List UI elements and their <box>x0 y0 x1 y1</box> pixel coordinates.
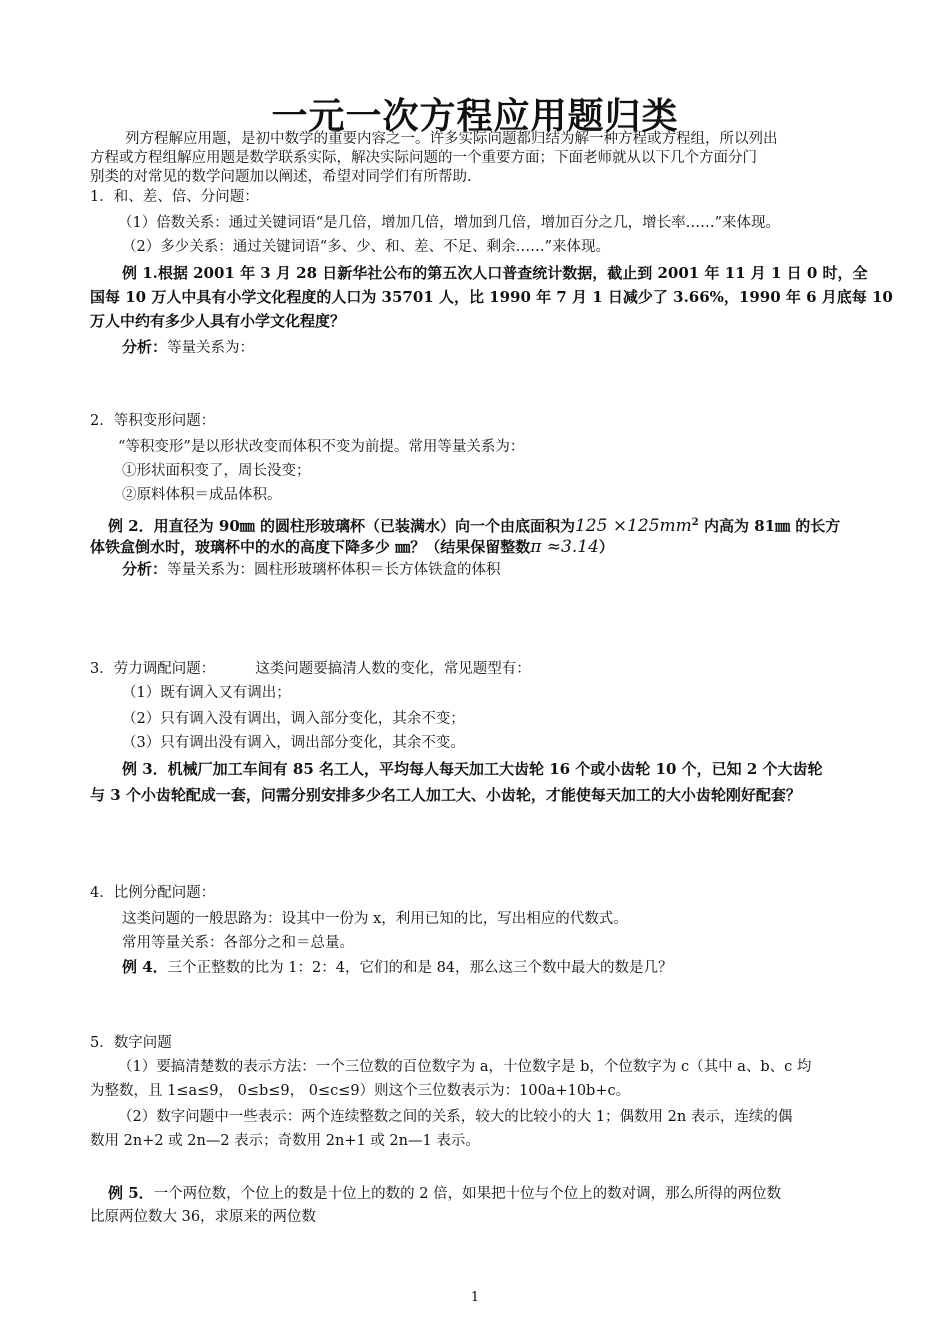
page-title: 一元一次方程应用题归类 <box>271 96 679 137</box>
section-1-item-1: （1）倍数关系：通过关键词语“是几倍，增加几倍，增加到几倍，增加百分之几，增长率……”来体现。 <box>118 215 781 231</box>
section-2-item-3: ②原料体积＝成品体积。 <box>122 487 282 503</box>
example-5-label: 例 5． <box>108 1184 154 1202</box>
section-3-item-2: （2）只有调入没有调出，调入部分变化，其余不变； <box>122 711 465 727</box>
section-3-item-1: （1）既有调入又有调出； <box>122 685 291 701</box>
example-4-label: 例 4． <box>122 958 168 976</box>
example-2-analysis <box>122 558 501 581</box>
example-5-line-1 <box>108 1182 781 1205</box>
example-1-line-2: 国每 10 万人中具有小学文化程度的人口为 35701 人，比 1990 年 7 月 1 日减少了 3.66%，1990 年 6 月底每 10 <box>90 288 893 306</box>
example-4-text: 三个正整数的比为 1：2：4，它们的和是 84，那么这三个数中最大的数是几？ <box>167 960 673 976</box>
page-number: 1 <box>470 1290 480 1305</box>
example-3-line-1: 例 3．机械厂加工车间有 85 名工人，平均每人每天加工大齿轮 16 个或小齿轮 10 个，已知 2 个大齿轮 <box>122 760 823 778</box>
section-2-heading: 2．等积变形问题： <box>90 413 216 429</box>
section-3-item-3: （3）只有调出没有调入，调出部分变化，其余不变。 <box>122 735 465 751</box>
example-5-text: 一个两位数，个位上的数是十位上的数的 2 倍，如果把十位与个位上的数对调，那么所得的两位数 <box>153 1186 782 1202</box>
section-5-item-1: （1）要搞清楚数的表示方法：一个三位数的百位数字为 a，十位数字是 b，个位数字为 c（其中 a、b、c 均 <box>118 1059 812 1075</box>
section-1-item-2: （2）多少关系：通过关键词语“多、少、和、差、不足、剩余……”来体现。 <box>122 239 611 255</box>
section-5-item-2-cont: 数用 2n+2 或 2n—2 表示；奇数用 2n+1 或 2n—1 表示。 <box>90 1133 480 1149</box>
intro-line-2: 方程或方程组解应用题是数学联系实际，解决实际问题的一个重要方面；下面老师就从以下几个方面分门 <box>90 150 757 166</box>
section-4-heading: 4．比例分配问题： <box>90 885 216 901</box>
analysis-label: 分析： <box>122 338 168 356</box>
section-3-title: 3．劳力调配问题： <box>90 661 216 677</box>
example-5-line-2: 比原两位数大 36，求原来的两位数 <box>90 1209 317 1225</box>
example-2-text-b: 内高为 81㎜ 的长方 <box>703 517 841 535</box>
example-2-text-c: 体铁盒倒水时，玻璃杯中的水的高度下降多少 ㎜？（结果保留整数 <box>90 538 531 556</box>
area-formula: 125 ×125mm <box>574 516 692 536</box>
example-2-line-2 <box>90 536 614 558</box>
section-4-item-2: 常用等量关系：各部分之和＝总量。 <box>122 935 354 951</box>
section-5-item-1-cont: 为整数，且 1≤a≤9， 0≤b≤9， 0≤c≤9）则这个三位数表示为：100a+10b+c。 <box>90 1083 631 1099</box>
analysis-label: 分析： <box>122 560 168 578</box>
example-2-line-1 <box>108 512 840 537</box>
example-2-text-a: 例 2．用直径为 90㎜ 的圆柱形玻璃杯（已装满水）向一个由底面积为 <box>108 517 575 535</box>
section-5-heading: 5．数字问题 <box>90 1035 172 1051</box>
section-3-note: 这类问题要搞清人数的变化，常见题型有： <box>255 661 531 677</box>
example-1-line-1: 例 1.根据 2001 年 3 月 28 日新华社公布的第五次人口普查统计数据，截止到 2001 年 11 月 1 日 0 时，全 <box>122 264 868 282</box>
example-2-text-d: ） <box>598 538 614 556</box>
example-4 <box>122 956 673 979</box>
example-1-line-3: 万人中约有多少人具有小学文化程度？ <box>90 312 346 330</box>
section-3-heading <box>90 658 531 680</box>
section-1-heading: 1．和、差、倍、分问题： <box>90 189 259 205</box>
section-5-item-2: （2）数字问题中一些表示：两个连续整数之间的关系，较大的比较小的大 1；偶数用 2n 表示，连续的偶 <box>118 1109 793 1125</box>
section-2-item-1: “等积变形”是以形状改变而体积不变为前提。常用等量关系为： <box>118 439 525 455</box>
area-exponent: 2 <box>691 517 699 528</box>
section-4-item-1: 这类问题的一般思路为：设其中一份为 x，利用已知的比，写出相应的代数式。 <box>122 911 628 927</box>
pi-approximation: π ≈3.14 <box>530 537 599 557</box>
section-2-item-2: ①形状面积变了，周长没变； <box>122 463 311 479</box>
analysis-text: 等量关系为：圆柱形玻璃杯体积＝长方体铁盒的体积 <box>167 562 501 578</box>
intro-line-3: 别类的对常见的数学问题加以阐述，希望对同学们有所帮助. <box>90 169 472 185</box>
analysis-text: 等量关系为： <box>167 340 255 356</box>
example-3-line-2: 与 3 个小齿轮配成一套，问需分别安排多少名工人加工大、小齿轮，才能使每天加工的大小齿轮刚好配套？ <box>90 786 801 804</box>
example-1-analysis <box>122 336 254 359</box>
intro-line-1: 列方程解应用题，是初中数学的重要内容之一。许多实际问题都归结为解一种方程或方程组，所以列出 <box>125 131 778 147</box>
